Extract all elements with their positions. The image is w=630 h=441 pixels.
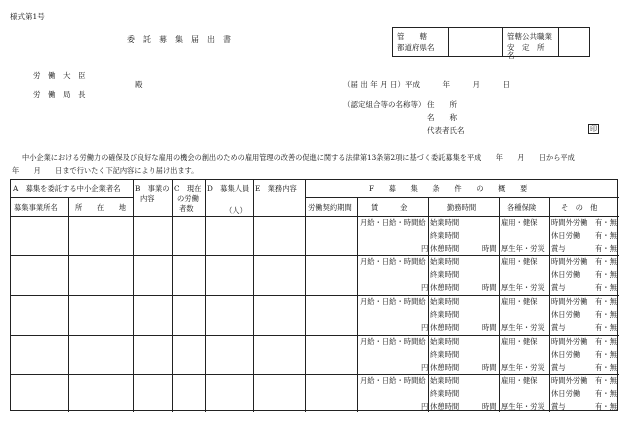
- holiday-yes-no: 有・無: [595, 270, 617, 279]
- addressee-bureau: 労 働 局 長: [33, 90, 86, 99]
- insurance-employment: 雇用・健保: [501, 218, 538, 227]
- overtime-yes-no: 有・無: [595, 297, 617, 306]
- header-f-hours: 勤務時間: [447, 203, 477, 212]
- end-time: 終業時間: [430, 310, 460, 319]
- hours-unit: 時間: [482, 323, 497, 332]
- insurance-employment: 雇用・健保: [501, 376, 538, 385]
- association-label: （認定組合等の名称等）: [343, 100, 426, 109]
- bonus-label: 賞与: [551, 244, 566, 253]
- header-f: F 募 集 条 件 の 概 要: [369, 184, 528, 193]
- form-number: 様式第1号: [10, 12, 45, 21]
- header-e: E 業務内容: [255, 184, 297, 193]
- header-c-2: の労働: [177, 194, 199, 203]
- insurance-pension: 厚生年・労災: [501, 283, 545, 292]
- header-c-1: C 現在: [174, 184, 202, 193]
- break-time: 休憩時間: [430, 323, 460, 332]
- office-value-cell[interactable]: [559, 28, 589, 56]
- overtime-label: 時間外労働: [551, 376, 588, 385]
- hours-unit: 時間: [482, 363, 497, 372]
- bonus-label: 賞与: [551, 323, 566, 332]
- holiday-yes-no: 有・無: [595, 231, 617, 240]
- address-label: 住 所: [427, 100, 457, 109]
- holiday-label: 休日労働: [551, 389, 581, 398]
- overtime-yes-no: 有・無: [595, 376, 617, 385]
- holiday-yes-no: 有・無: [595, 310, 617, 319]
- bonus-yes-no: 有・無: [595, 363, 617, 372]
- header-d-1: D 募集人員: [207, 184, 250, 193]
- wage-unit: 円: [421, 323, 429, 332]
- jurisdiction-label-1: 管 轄: [397, 32, 427, 41]
- wage-unit: 円: [421, 402, 429, 411]
- seal-mark: 印: [590, 125, 597, 133]
- wage-type: 月給・日給・時間給: [360, 337, 426, 346]
- representative-label: 代表者氏名: [427, 126, 465, 135]
- statement-line-2: 年 月 日まで行いたく下記内容により届け出ます。: [12, 166, 199, 175]
- bonus-yes-no: 有・無: [595, 244, 617, 253]
- hours-unit: 時間: [482, 283, 497, 292]
- overtime-yes-no: 有・無: [595, 257, 617, 266]
- holiday-yes-no: 有・無: [595, 389, 617, 398]
- wage-type: 月給・日給・時間給: [360, 218, 426, 227]
- wage-unit: 円: [421, 283, 429, 292]
- header-a: A 募集を委託する中小企業者名: [13, 184, 121, 193]
- end-time: 終業時間: [430, 350, 460, 359]
- start-time: 始業時間: [430, 297, 460, 306]
- start-time: 始業時間: [430, 376, 460, 385]
- header-a-name: 募集事業所名: [14, 203, 58, 212]
- header-a-location: 所 在 地: [75, 203, 127, 212]
- header-c-3: 者数: [179, 204, 194, 213]
- addressee-minister: 労 働 大 臣: [33, 71, 86, 80]
- holiday-yes-no: 有・無: [595, 350, 617, 359]
- overtime-yes-no: 有・無: [595, 218, 617, 227]
- break-time: 休憩時間: [430, 363, 460, 372]
- office-label-cell: [503, 28, 559, 60]
- insurance-pension: 厚生年・労災: [501, 402, 545, 411]
- header-f-wage: 賃 金: [371, 203, 408, 212]
- holiday-label: 休日労働: [551, 231, 581, 240]
- header-b-2: 内容: [140, 194, 155, 203]
- bonus-label: 賞与: [551, 283, 566, 292]
- wage-type: 月給・日給・時間給: [360, 376, 426, 385]
- bonus-yes-no: 有・無: [595, 402, 617, 411]
- bonus-yes-no: 有・無: [595, 323, 617, 332]
- jurisdiction-label-cell: [393, 28, 449, 56]
- office-label-2: 安 定 所 名: [507, 43, 552, 60]
- insurance-pension: 厚生年・労災: [501, 244, 545, 253]
- office-label-1: 管轄公共職業: [507, 32, 552, 41]
- header-d-2: （人）: [225, 206, 247, 215]
- insurance-employment: 雇用・健保: [501, 297, 538, 306]
- hours-unit: 時間: [482, 244, 497, 253]
- jurisdiction-value-cell[interactable]: [449, 28, 503, 56]
- wage-unit: 円: [421, 363, 429, 372]
- break-time: 休憩時間: [430, 402, 460, 411]
- end-time: 終業時間: [430, 231, 460, 240]
- overtime-label: 時間外労働: [551, 297, 588, 306]
- form-title: 委 託 募 集 届 出 書: [127, 35, 231, 44]
- addressee-honorific: 殿: [135, 80, 143, 89]
- wage-type: 月給・日給・時間給: [360, 257, 426, 266]
- overtime-label: 時間外労働: [551, 257, 588, 266]
- insurance-employment: 雇用・健保: [501, 337, 538, 346]
- recruitment-table: [10, 179, 618, 411]
- break-time: 休憩時間: [430, 283, 460, 292]
- wage-unit: 円: [421, 244, 429, 253]
- holiday-label: 休日労働: [551, 350, 581, 359]
- break-time: 休憩時間: [430, 244, 460, 253]
- jurisdiction-label-2: 都道府県名: [397, 43, 435, 52]
- insurance-pension: 厚生年・労災: [501, 323, 545, 332]
- header-b-1: B 事業の: [135, 184, 170, 193]
- header-f-insurance: 各種保険: [507, 203, 537, 212]
- holiday-label: 休日労働: [551, 310, 581, 319]
- start-time: 始業時間: [430, 337, 460, 346]
- overtime-label: 時間外労働: [551, 218, 588, 227]
- end-time: 終業時間: [430, 389, 460, 398]
- holiday-label: 休日労働: [551, 270, 581, 279]
- hours-unit: 時間: [482, 402, 497, 411]
- notification-date: （届 出 年 月 日）平成 年 月 日: [343, 80, 511, 89]
- wage-type: 月給・日給・時間給: [360, 297, 426, 306]
- bonus-label: 賞与: [551, 402, 566, 411]
- header-f-contract: 労働契約期間: [308, 203, 352, 212]
- statement-line-1: 中小企業における労働力の確保及び良好な雇用の機会の創出のための雇用管理の改善の促進に関する法律第13条第2項に基づく委託募集を平成 年 月 日から平成: [22, 153, 575, 162]
- bonus-label: 賞与: [551, 363, 566, 372]
- end-time: 終業時間: [430, 270, 460, 279]
- overtime-yes-no: 有・無: [595, 337, 617, 346]
- admin-box: [392, 27, 590, 60]
- start-time: 始業時間: [430, 257, 460, 266]
- header-f-other: そ の 他: [561, 203, 598, 212]
- bonus-yes-no: 有・無: [595, 283, 617, 292]
- insurance-employment: 雇用・健保: [501, 257, 538, 266]
- insurance-pension: 厚生年・労災: [501, 363, 545, 372]
- name-label: 名 称: [427, 113, 457, 122]
- overtime-label: 時間外労働: [551, 337, 588, 346]
- start-time: 始業時間: [430, 218, 460, 227]
